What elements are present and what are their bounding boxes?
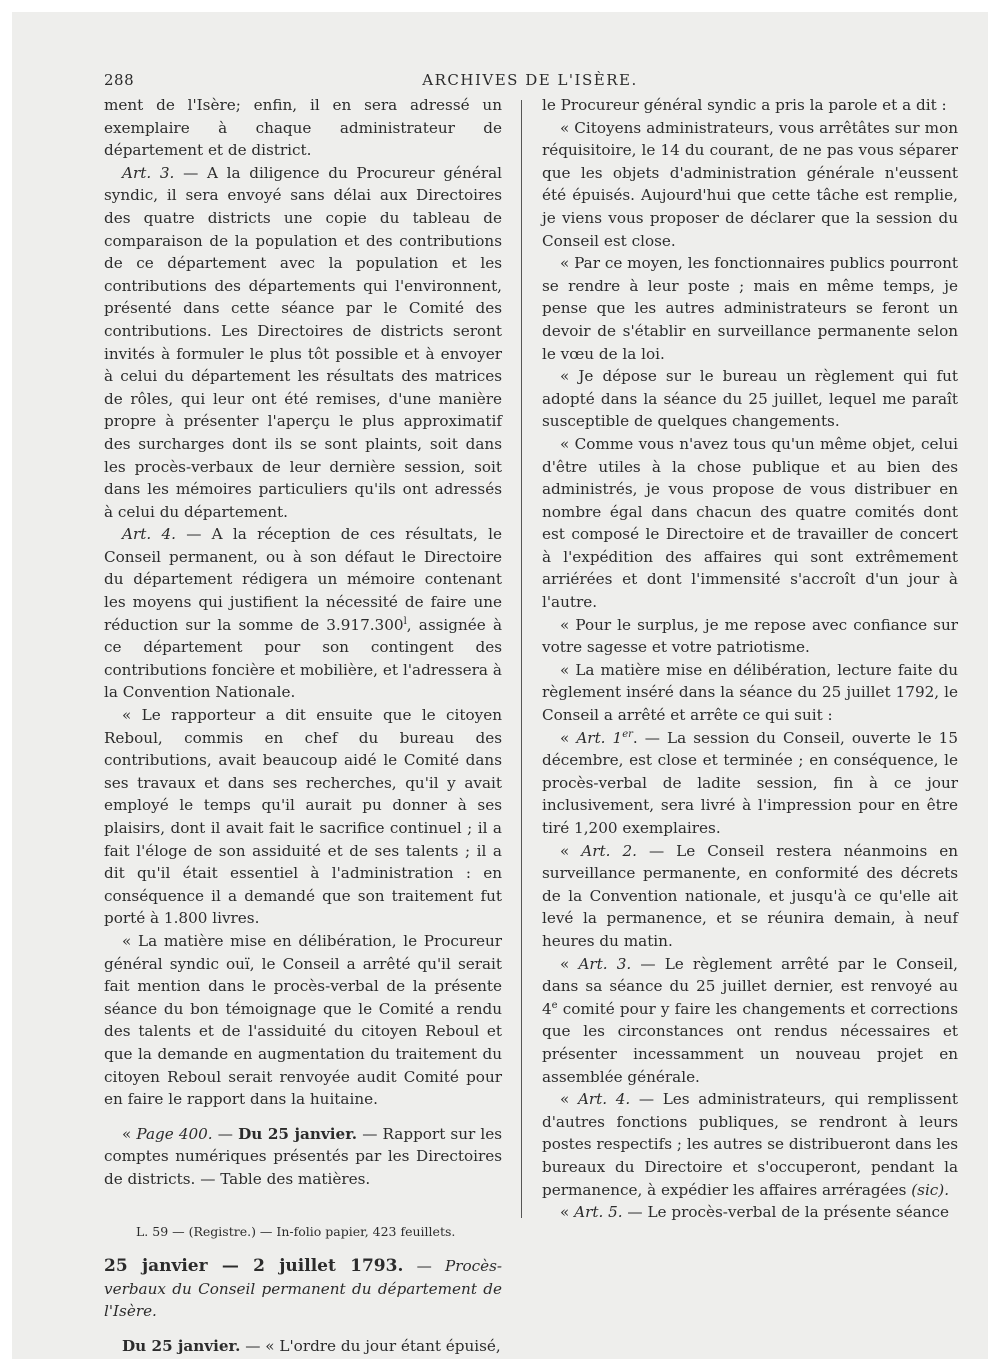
paragraph-deliberation: « La matière mise en délibération, le Procureur général syndic ouï, le Conseil a arrêté qu'il serait fait mention dans le procès-verbal de la présente séance du bon témoignage que le Comité a rendu des talents et de l'assiduité du citoyen Reboul et que la demande en augmentation du traitement du citoyen Reboul serait renvoyée audit Comité pour en faire le rapport dans la huitaine. — [104, 931, 502, 1109]
paragraph-text: — Les administrateurs, qui remplissent d'autres fonctions publiques, se rendront à leurs postes respectifs ; les autres se distribueront dans les bureaux du Directoire et s'occuperont, pendant la permanence, à expédier les affaires arréragées — [542, 1090, 959, 1199]
paragraph-article-1 — [542, 727, 958, 840]
source-reference: L. 59 — (Registre.) — In-folio papier, 423 feuillets. — [136, 1223, 456, 1239]
article-label: Art. 4. — [122, 525, 176, 544]
paragraph-continuation: ment de l'Isère; enfin, il en sera adressé un exemplaire à chaque administrateur de département et de district. — [104, 96, 502, 160]
paragraph-je-depose: « Je dépose sur le bureau un règlement qui fut adopté dans la séance du 25 juillet, lequel me paraît susceptible de quelques changements. — [542, 367, 958, 431]
column-divider — [521, 100, 522, 1218]
superscript: e — [551, 999, 558, 1011]
paragraph-article-4 — [104, 523, 502, 704]
superscript: er — [622, 728, 633, 740]
paragraph-rapporteur: « Le rapporteur a dit ensuite que le citoyen Reboul, commis en chef du bureau des contributions, avait beaucoup aidé le Comité dans ses travaux et dans ses recherches, qu'il y avait employé le temps qu'il aurait pu donner à ses plaisirs, dont il avait fait le sacrifice continuel ; il a fait l'éloge de son assiduité et de ses talents ; il a dit qu'il était essentiel à l'administration : en conséquence il a demandé que son traitement fut porté à 1.800 livres. — [104, 706, 502, 928]
paragraph-page-400 — [104, 1123, 502, 1191]
paragraph-pour-le-surplus: « Pour le surplus, je me repose avec confiance sur votre sagesse et votre patriotisme. — [542, 615, 958, 657]
article-label: Art. 3. — [122, 163, 175, 182]
dash: — — [403, 1257, 445, 1276]
paragraph-text: — A la réception de ces résultats, le Conseil permanent, ou à son défaut le Directoire du département rédigera un mémoire contenant les moyens qui justifient la nécessité de faire une réduction sur la somme de 3.917.300 — [104, 525, 502, 634]
article-label: Art. 1 — [576, 728, 623, 747]
entry-date: Du 25 janvier. — [122, 1336, 241, 1355]
article-label: Art. 4. — [577, 1090, 631, 1109]
paragraph-article-3 — [104, 162, 502, 524]
register-heading — [104, 1255, 502, 1323]
paragraph-article-4 — [542, 1088, 958, 1201]
article-label: Art. 5. — [574, 1203, 623, 1222]
page-number: 288 — [104, 71, 135, 89]
paragraph-text: — « L'ordre du jour étant épuisé, — [240, 1336, 501, 1355]
paragraph-par-ce-moyen: « Par ce moyen, les fonctionnaires publics pourront se rendre à leur poste ; mais en même temps, je pense que les autres administrateurs se feront un devoir de s'établir en surveillance permanente selon le vœu de la loi. — [542, 254, 958, 363]
paragraph-text: — Le Conseil restera néanmoins en surveillance permanente, en conformité des décrets de la Convention nationale, et jusqu'à ce qu'elle ait levé la permanence, et se réunira demain, à neuf heures du matin. — [542, 841, 959, 950]
left-column — [104, 94, 502, 1357]
quote-mark: « — [560, 1203, 575, 1222]
paragraph-du-25-janvier — [104, 1335, 502, 1358]
article-label: Art. 3. — [578, 954, 632, 973]
quote-mark: « — [560, 954, 579, 973]
register-title: Procès-verbaux du Conseil permanent du département de l'Isère. — [104, 1257, 503, 1321]
paragraph-article-2 — [542, 840, 958, 953]
quote-mark: « — [560, 841, 582, 860]
quote-mark: « — [560, 728, 577, 747]
quote-mark: « — [122, 1124, 137, 1143]
running-title: ARCHIVES DE L'ISÈRE. — [422, 71, 638, 89]
paragraph-text: — Rapport sur les comptes numériques présentés par les Directoires de districts. — Table des matières. — [104, 1124, 502, 1188]
page-header — [104, 71, 956, 93]
dash: — — [212, 1124, 239, 1143]
paragraph-la-matiere: « La matière mise en délibération, lecture faite du règlement inséré dans la séance du 25 juillet 1792, le Conseil a arrêté et arrête ce qui suit : — [542, 660, 958, 725]
paragraph-text: — A la diligence du Procureur général syndic, il sera envoyé sans délai aux Directoires des quatre districts une copie du tableau de comparaison de la population et des contributions de ce département avec la population et les contributions des départements qui l'environnent, présenté dans cette séance par le Comité des contributions. Les Directoires de districts seront invités à formuler le plus tôt possible et à envoyer à celui du département les résultats des matrices de rôles, qui leur ont été remises, d'une manière propre à présenter l'aperçu le plus approximatif des surcharges dont ils se sont plaints, soit dans les procès-verbaux de leur dernière session, soit dans les mémoires particuliers qu'ils ont adressés à celui du département. — [104, 163, 502, 521]
paragraph-article-5 — [542, 1201, 958, 1224]
paragraph-text: — Le procès-verbal de la présente séance — [622, 1203, 950, 1222]
paragraph-article-3 — [542, 953, 958, 1089]
page-reference: Page 400. — [136, 1124, 213, 1143]
entry-date: Du 25 janvier. — [238, 1124, 358, 1143]
sic-note: (sic). — [911, 1180, 950, 1199]
paragraph-text: — Le règlement arrêté par le Conseil, dans sa séance du 25 juillet dernier, est renvoyé au 4 — [542, 954, 958, 1018]
register-dates: 25 janvier — 2 juillet 1793. — [104, 1256, 404, 1277]
paragraph-continuation: le Procureur général syndic a pris la parole et a dit : — [542, 96, 947, 114]
paragraph-citoyens: « Citoyens administrateurs, vous arrêtâtes sur mon réquisitoire, le 14 du courant, de ne pas vous séparer que les objets d'administration générale n'eussent été épuisés. Aujourd'hui que cette tâche est remplie, je viens vous proposer de déclarer que la session du Conseil est close. — [542, 118, 958, 250]
paragraph-text: comité pour y faire les changements et corrections que les circonstances ont rendus nécessaires et présenter incessamment un nouveau projet en assemblée générale. — [542, 999, 958, 1086]
right-column — [542, 94, 958, 1224]
paragraph-comme-vous: « Comme vous n'avez tous qu'un même objet, celui d'être utiles à la chose publique et au bien des administrés, je vous propose de vous distribuer en nombre égal dans chacun des quatre comités dont est composé le Directoire et de travailler de concert à l'expédition des affaires qui sont extrêmement arriérées et dont l'immensité s'accroît d'un jour à l'autre. — [542, 434, 958, 612]
article-label: Art. 2. — [581, 841, 637, 860]
superscript: l — [403, 615, 407, 627]
paragraph-text: . — La session du Conseil, ouverte le 15 décembre, est close et terminée ; en conséquence, le procès-verbal de ladite session, fin à ce jour inclusivement, sera livré à l'impression pour en être tiré 1,200 exemplaires. — [542, 728, 958, 837]
quote-mark: « — [560, 1090, 578, 1109]
paragraph-text: , assignée à ce département pour son contingent des contributions foncière et mobilière, et l'adressera à la Convention Nationale. — [104, 615, 502, 702]
